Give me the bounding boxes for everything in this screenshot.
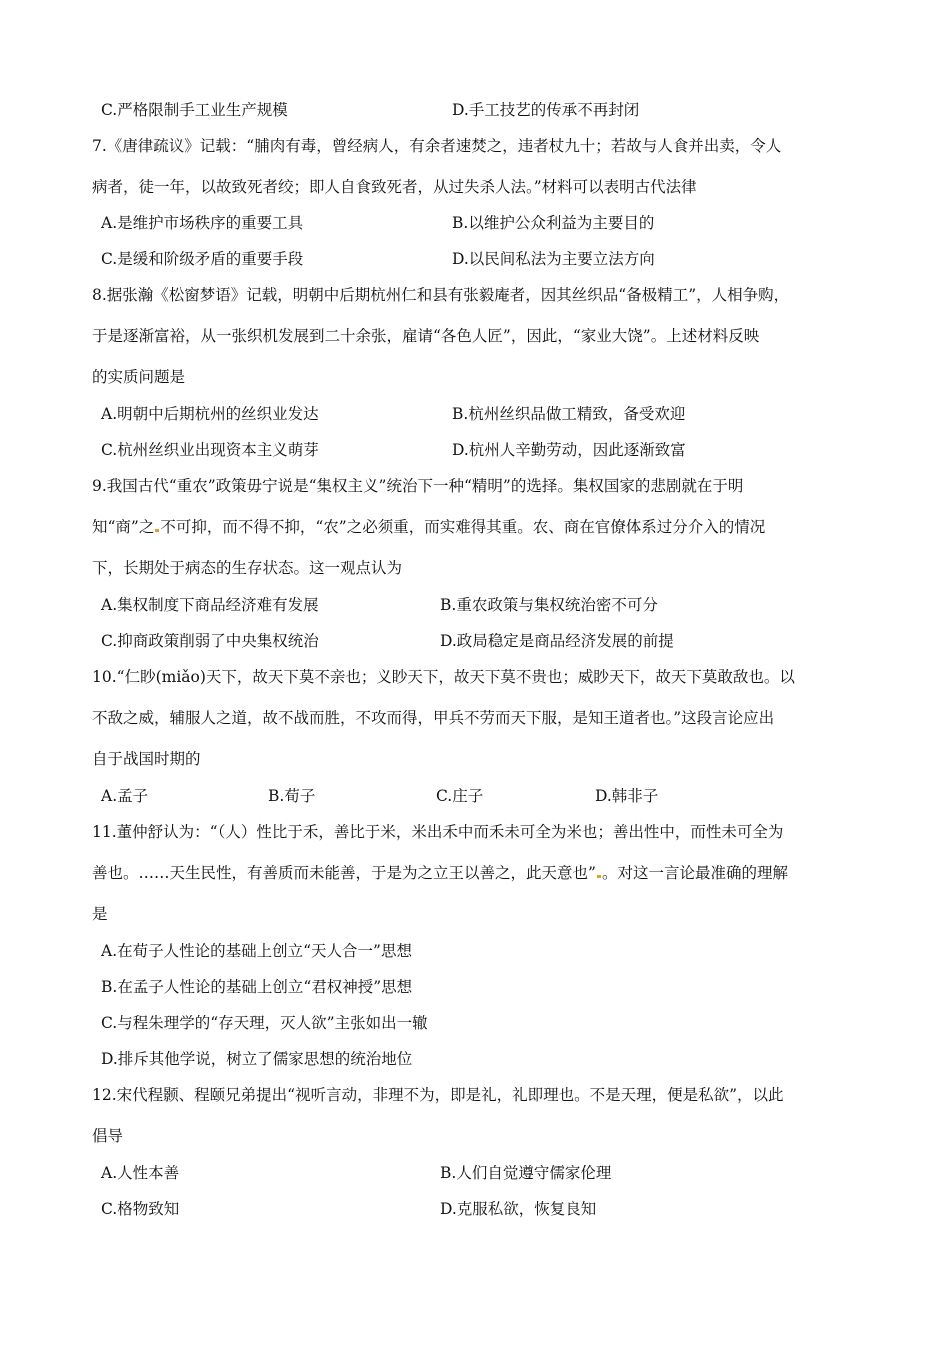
q8-option-c: C.杭州丝织业出现资本主义萌芽 [101, 441, 319, 459]
q11-stem-line1: 11.董仲舒认为：“（人）性比于禾，善比于米，米出禾中而禾未可全为米也；善出性中，而性未可全为 [92, 823, 784, 841]
q9-stem-line2-part1: 知“商”之 [92, 518, 155, 536]
q12-stem-line1: 12.宋代程颢、程颐兄弟提出“视听言动，非理不为，即是礼，礼即理也。不是天理，便是私欲”，以此 [92, 1086, 784, 1104]
q9-stem-line2 [92, 517, 765, 537]
q8-option-a: A.明朝中后期杭州的丝织业发达 [101, 405, 319, 423]
q11-option-b: B.在孟子人性论的基础上创立“君权神授”思想 [101, 978, 413, 996]
q10-option-b: B.荀子 [268, 787, 316, 805]
q7-option-c: C.是缓和阶级矛盾的重要手段 [101, 250, 304, 268]
q6-option-c: C.严格限制手工业生产规模 [101, 101, 288, 119]
q11-stem-line2 [92, 863, 788, 883]
q11-stem-line3: 是 [92, 905, 108, 923]
watermark-dot [597, 875, 601, 878]
q6-option-d: D.手工技艺的传承不再封闭 [452, 101, 640, 119]
q8-stem-line1: 8.据张瀚《松窗梦语》记载，明朝中后期杭州仁和县有张毅庵者，因其丝织品“备极精工”，人相争购， [92, 286, 790, 304]
q9-stem-line3: 下，长期处于病态的生存状态。这一观点认为 [92, 559, 403, 577]
q11-option-a: A.在荀子人性论的基础上创立“天人合一”思想 [101, 942, 412, 960]
q7-stem-line1: 7.《唐律疏议》记载：“脯肉有毒，曾经病人，有余者速焚之，违者杖九十；若故与人食并出卖，令人 [92, 137, 782, 155]
q11-option-d: D.排斥其他学说，树立了儒家思想的统治地位 [101, 1050, 413, 1068]
q7-option-d: D.以民间私法为主要立法方向 [452, 250, 655, 268]
q12-option-b: B.人们自觉遵守儒家伦理 [440, 1164, 612, 1182]
q7-stem-line2: 病者，徒一年，以故致死者绞；即人自食致死者，从过失杀人法。”材料可以表明古代法律 [92, 178, 697, 196]
q8-stem-line2: 于是逐渐富裕，从一张织机发展到二十余张，雇请“各色人匠”，因此，“家业大饶”。上述材料反映 [92, 327, 760, 345]
q8-option-d: D.杭州人辛勤劳动，因此逐渐致富 [452, 441, 686, 459]
q12-option-a: A.人性本善 [101, 1164, 180, 1182]
q12-option-c: C.格物致知 [101, 1200, 180, 1218]
q9-stem-line1: 9.我国古代“重农”政策毋宁说是“集权主义”统治下一种“精明”的选择。集权国家的悲剧就在于明 [92, 477, 744, 495]
q10-option-c: C.庄子 [436, 787, 484, 805]
q9-stem-line2-part2: 不可抑，而不得不抑，“农”之必须重，而实难得其重。农、商在官僚体系过分介入的情况 [160, 518, 766, 536]
q9-option-d: D.政局稳定是商品经济发展的前提 [440, 632, 674, 650]
q7-option-a: A.是维护市场秩序的重要工具 [101, 214, 304, 232]
q9-option-b: B.重农政策与集权统治密不可分 [440, 596, 658, 614]
q10-stem-line3: 自于战国时期的 [92, 750, 201, 768]
q8-stem-line3: 的实质问题是 [92, 368, 186, 386]
q9-option-a: A.集权制度下商品经济难有发展 [101, 596, 319, 614]
q11-stem-line2-part1: 善也。……天生民性，有善质而未能善，于是为之立王以善之，此天意也” [92, 864, 596, 882]
q12-option-d: D.克服私欲，恢复良知 [440, 1200, 597, 1218]
q10-option-a: A.孟子 [101, 787, 149, 805]
q10-option-d: D.韩非子 [595, 787, 659, 805]
q9-option-c: C.抑商政策削弱了中央集权统治 [101, 632, 319, 650]
q12-stem-line2: 倡导 [92, 1127, 124, 1145]
q10-stem-line1: 10.“仁眇(miǎo)天下，故天下莫不亲也；义眇天下，故天下莫不贵也；威眇天下，故天下莫敢敌也。以 [92, 668, 795, 686]
q10-stem-line2: 不敌之威，辅服人之道，故不战而胜，不攻而得，甲兵不劳而天下服，是知王道者也。”这段言论应出 [92, 709, 775, 727]
q11-option-c: C.与程朱理学的“存天理，灭人欲”主张如出一辙 [101, 1014, 428, 1032]
q7-option-b: B.以维护公众利益为主要目的 [452, 214, 655, 232]
q11-stem-line2-part2: 。对这一言论最准确的理解 [601, 864, 788, 882]
watermark-dot [155, 529, 159, 532]
q8-option-b: B.杭州丝织品做工精致，备受欢迎 [452, 405, 686, 423]
